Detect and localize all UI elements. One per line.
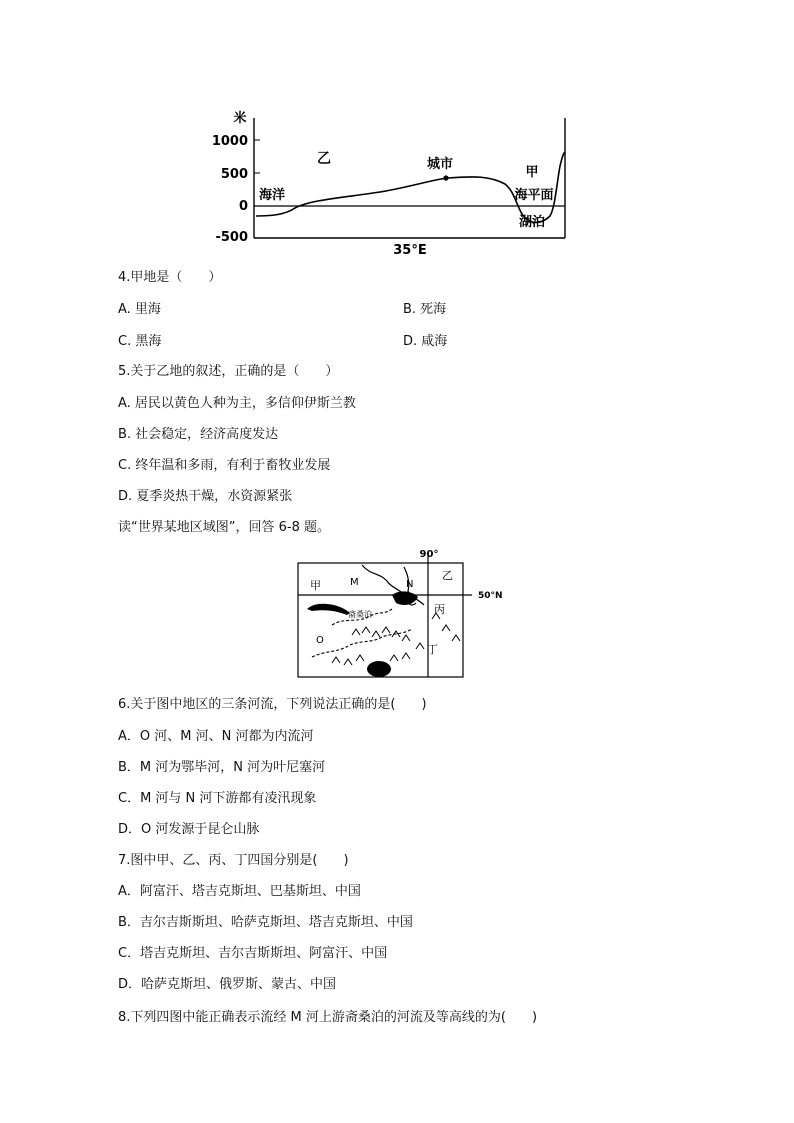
label-90: 90°	[419, 549, 439, 560]
tick-1000: 1000	[211, 134, 248, 149]
y-unit-label: 米	[233, 111, 247, 126]
tick-500: 500	[220, 167, 248, 182]
q7-option-b: B．吉尔吉斯斯坦、哈萨克斯坦、塔吉克斯坦、中国	[118, 915, 413, 930]
q4-option-d: D. 咸海	[403, 334, 448, 349]
q6-stem: 6.关于图中地区的三条河流，下列说法正确的是( )	[118, 697, 427, 712]
q5-option-d: D. 夏季炎热干燥，水资源紧张	[118, 489, 293, 504]
q6-option-c: C．M 河与 N 河下游都有凌汛现象	[118, 791, 317, 806]
q5-stem: 5.关于乙地的叙述，正确的是（ ）	[118, 364, 339, 379]
label-jia: 甲	[525, 165, 539, 180]
q6-option-d: D．O 河发源于昆仑山脉	[118, 822, 260, 837]
label-city: 城市	[426, 157, 454, 172]
map-label-ding: 丁	[427, 643, 438, 656]
q5-option-b: B. 社会稳定，经济高度发达	[118, 427, 279, 442]
map-label-o: O	[316, 635, 324, 646]
map-label-bing: 丙	[434, 603, 445, 616]
map-label-n: N	[406, 579, 414, 590]
label-ocean: 海洋	[258, 188, 286, 203]
label-sea-level: 海平面	[514, 188, 554, 203]
q5-option-c: C. 终年温和多雨，有利于畜牧业发展	[118, 458, 331, 473]
q4-option-b: B. 死海	[403, 302, 447, 317]
elevation-profile-figure	[200, 100, 580, 260]
q5-option-a: A. 居民以黄色人种为主，多信仰伊斯兰教	[118, 396, 356, 411]
black-lake-south	[367, 661, 391, 677]
q4-option-c: C. 黑海	[118, 334, 162, 349]
q4-option-a: A. 里海	[118, 302, 161, 317]
tick-0: 0	[238, 199, 248, 214]
city-marker	[443, 175, 448, 180]
section-intro: 读“世界某地区域图”，回答 6-8 题。	[118, 520, 330, 535]
label-longitude: 35°E	[393, 243, 427, 258]
region-map-figure	[292, 545, 512, 680]
map-label-yi: 乙	[442, 569, 453, 582]
q7-option-a: A．阿富汗、塔吉克斯坦、巴基斯坦、中国	[118, 884, 361, 899]
q6-option-b: B．M 河为鄂毕河，N 河为叶尼塞河	[118, 760, 326, 775]
q7-option-d: D．哈萨克斯坦、俄罗斯、蒙古、中国	[118, 977, 337, 992]
q4-stem: 4.甲地是（ ）	[118, 270, 222, 285]
tick-neg500: -500	[215, 230, 248, 245]
map-frame	[298, 563, 463, 677]
q8-stem: 8.下列四图中能正确表示流经 M 河上游斋桑泊的河流及等高线的为( )	[118, 1010, 538, 1025]
map-label-jia: 甲	[310, 579, 321, 592]
label-lake: 湖泊	[518, 215, 546, 230]
q6-option-a: A．O 河、M 河、N 河都为内流河	[118, 729, 314, 744]
label-yi: 乙	[317, 151, 331, 167]
label-50n: 50°N	[478, 591, 503, 601]
q7-stem: 7.图中甲、乙、丙、丁四国分别是( )	[118, 853, 349, 868]
q7-option-c: C．塔吉克斯坦、吉尔吉斯斯坦、阿富汗、中国	[118, 946, 388, 961]
map-label-m: M	[350, 577, 359, 588]
map-label-lake: 斋桑泊	[348, 610, 372, 619]
